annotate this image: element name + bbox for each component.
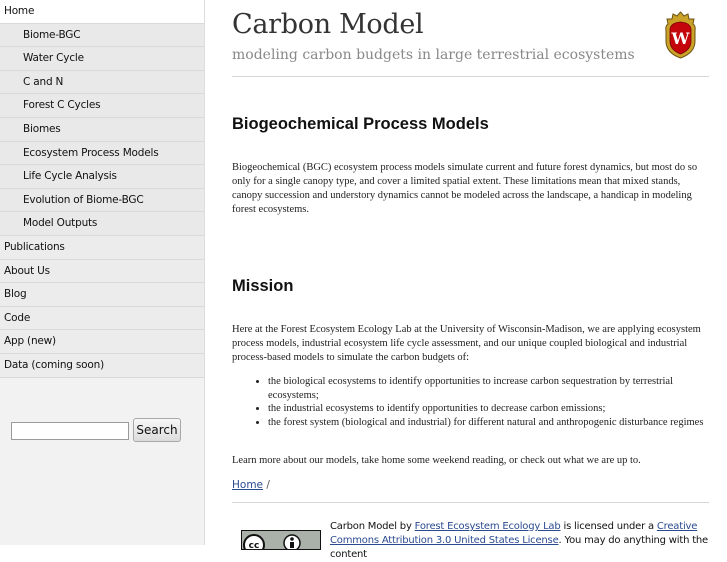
search-button[interactable]: Search — [133, 418, 181, 442]
sidebar-nav — [0, 0, 205, 545]
sidebar-item-model-outputs[interactable]: Model Outputs — [0, 212, 204, 236]
sidebar-item-biome-bgc[interactable]: Biome-BGC — [0, 24, 204, 48]
license-middle: is licensed under a — [560, 521, 657, 532]
sidebar-item-ecosystem-process-models[interactable]: Ecosystem Process Models — [0, 142, 204, 166]
license-link[interactable]: Creative Commons Attribution 3.0 United States License — [330, 521, 698, 546]
sidebar-item-about-us[interactable]: About Us — [0, 260, 204, 284]
sidebar-item-data[interactable]: Data (coming soon) — [0, 354, 204, 378]
sidebar-item-biomes[interactable]: Biomes — [0, 118, 204, 142]
site-title[interactable]: Carbon Model — [232, 9, 424, 40]
section-heading-mission: Mission — [232, 277, 294, 295]
breadcrumb-home-link[interactable]: Home — [232, 479, 264, 491]
section-text-bgc: Biogeochemical (BGC) ecosystem process models simulate current and future forest dynamics, but most do so only for a single canopy type, and cover a limited spatial extent. These limitations mean that mixed stands, canopy succession and understory dynamics cannot be modeled across the landscape, a handicap in modeling forest ecosystems. — [232, 162, 698, 215]
sidebar-item-c-and-n[interactable]: C and N — [0, 71, 204, 95]
sidebar-item-life-cycle-analysis[interactable]: Life Cycle Analysis — [0, 165, 204, 189]
breadcrumb — [232, 479, 270, 491]
license-text — [330, 520, 710, 562]
mission-outro: Learn more about our models, take home some weekend reading, or check out what we are up to. — [232, 455, 641, 466]
license-prefix: Carbon Model by — [330, 521, 415, 532]
search-input[interactable] — [11, 422, 129, 440]
sidebar-item-water-cycle[interactable]: Water Cycle — [0, 47, 204, 71]
mission-intro: Here at the Forest Ecosystem Ecology Lab at the University of Wisconsin-Madison, we are applying ecosystem process models, industrial ecosystem life cycle assessment, and our unique coupled biological and industrial process-based models to simulate the carbon budgets of: — [232, 324, 701, 363]
sidebar-item-code[interactable]: Code — [0, 307, 204, 331]
header-divider — [232, 76, 709, 77]
sidebar-item-home[interactable]: Home — [0, 0, 204, 24]
license-suffix: . You may do anything with the content — [330, 535, 709, 560]
mission-list — [232, 375, 709, 429]
section-heading-bgc: Biogeochemical Process Models — [232, 115, 489, 133]
sidebar-item-forest-c-cycles[interactable]: Forest C Cycles — [0, 94, 204, 118]
sidebar-item-app[interactable]: App (new) — [0, 330, 204, 354]
main-content — [232, 0, 709, 560]
sidebar-item-publications[interactable]: Publications — [0, 236, 204, 260]
cc-by-icon[interactable] — [241, 530, 321, 550]
breadcrumb-separator: / — [263, 479, 270, 491]
lab-link[interactable]: Forest Ecosystem Ecology Lab — [414, 521, 561, 532]
crest-letter: W — [671, 29, 690, 48]
list-item: • the forest system (biological and industrial) for different natural and anthropogenic disturbance regimes — [268, 416, 709, 430]
footer-divider — [232, 502, 709, 503]
sidebar-item-blog[interactable]: Blog — [0, 283, 204, 307]
list-item: • the biological ecosystems to identify opportunities to increase carbon sequestration by terrestrial ecosystems; — [268, 375, 709, 402]
sidebar-item-evolution-of-biome-bgc[interactable]: Evolution of Biome-BGC — [0, 189, 204, 213]
uw-crest-icon[interactable] — [664, 11, 697, 59]
svg-text:cc: cc — [248, 541, 260, 549]
list-item: • the industrial ecosystems to identify opportunities to decrease carbon emissions; — [268, 402, 709, 416]
site-tagline: modeling carbon budgets in large terrestrial ecosystems — [232, 47, 635, 63]
